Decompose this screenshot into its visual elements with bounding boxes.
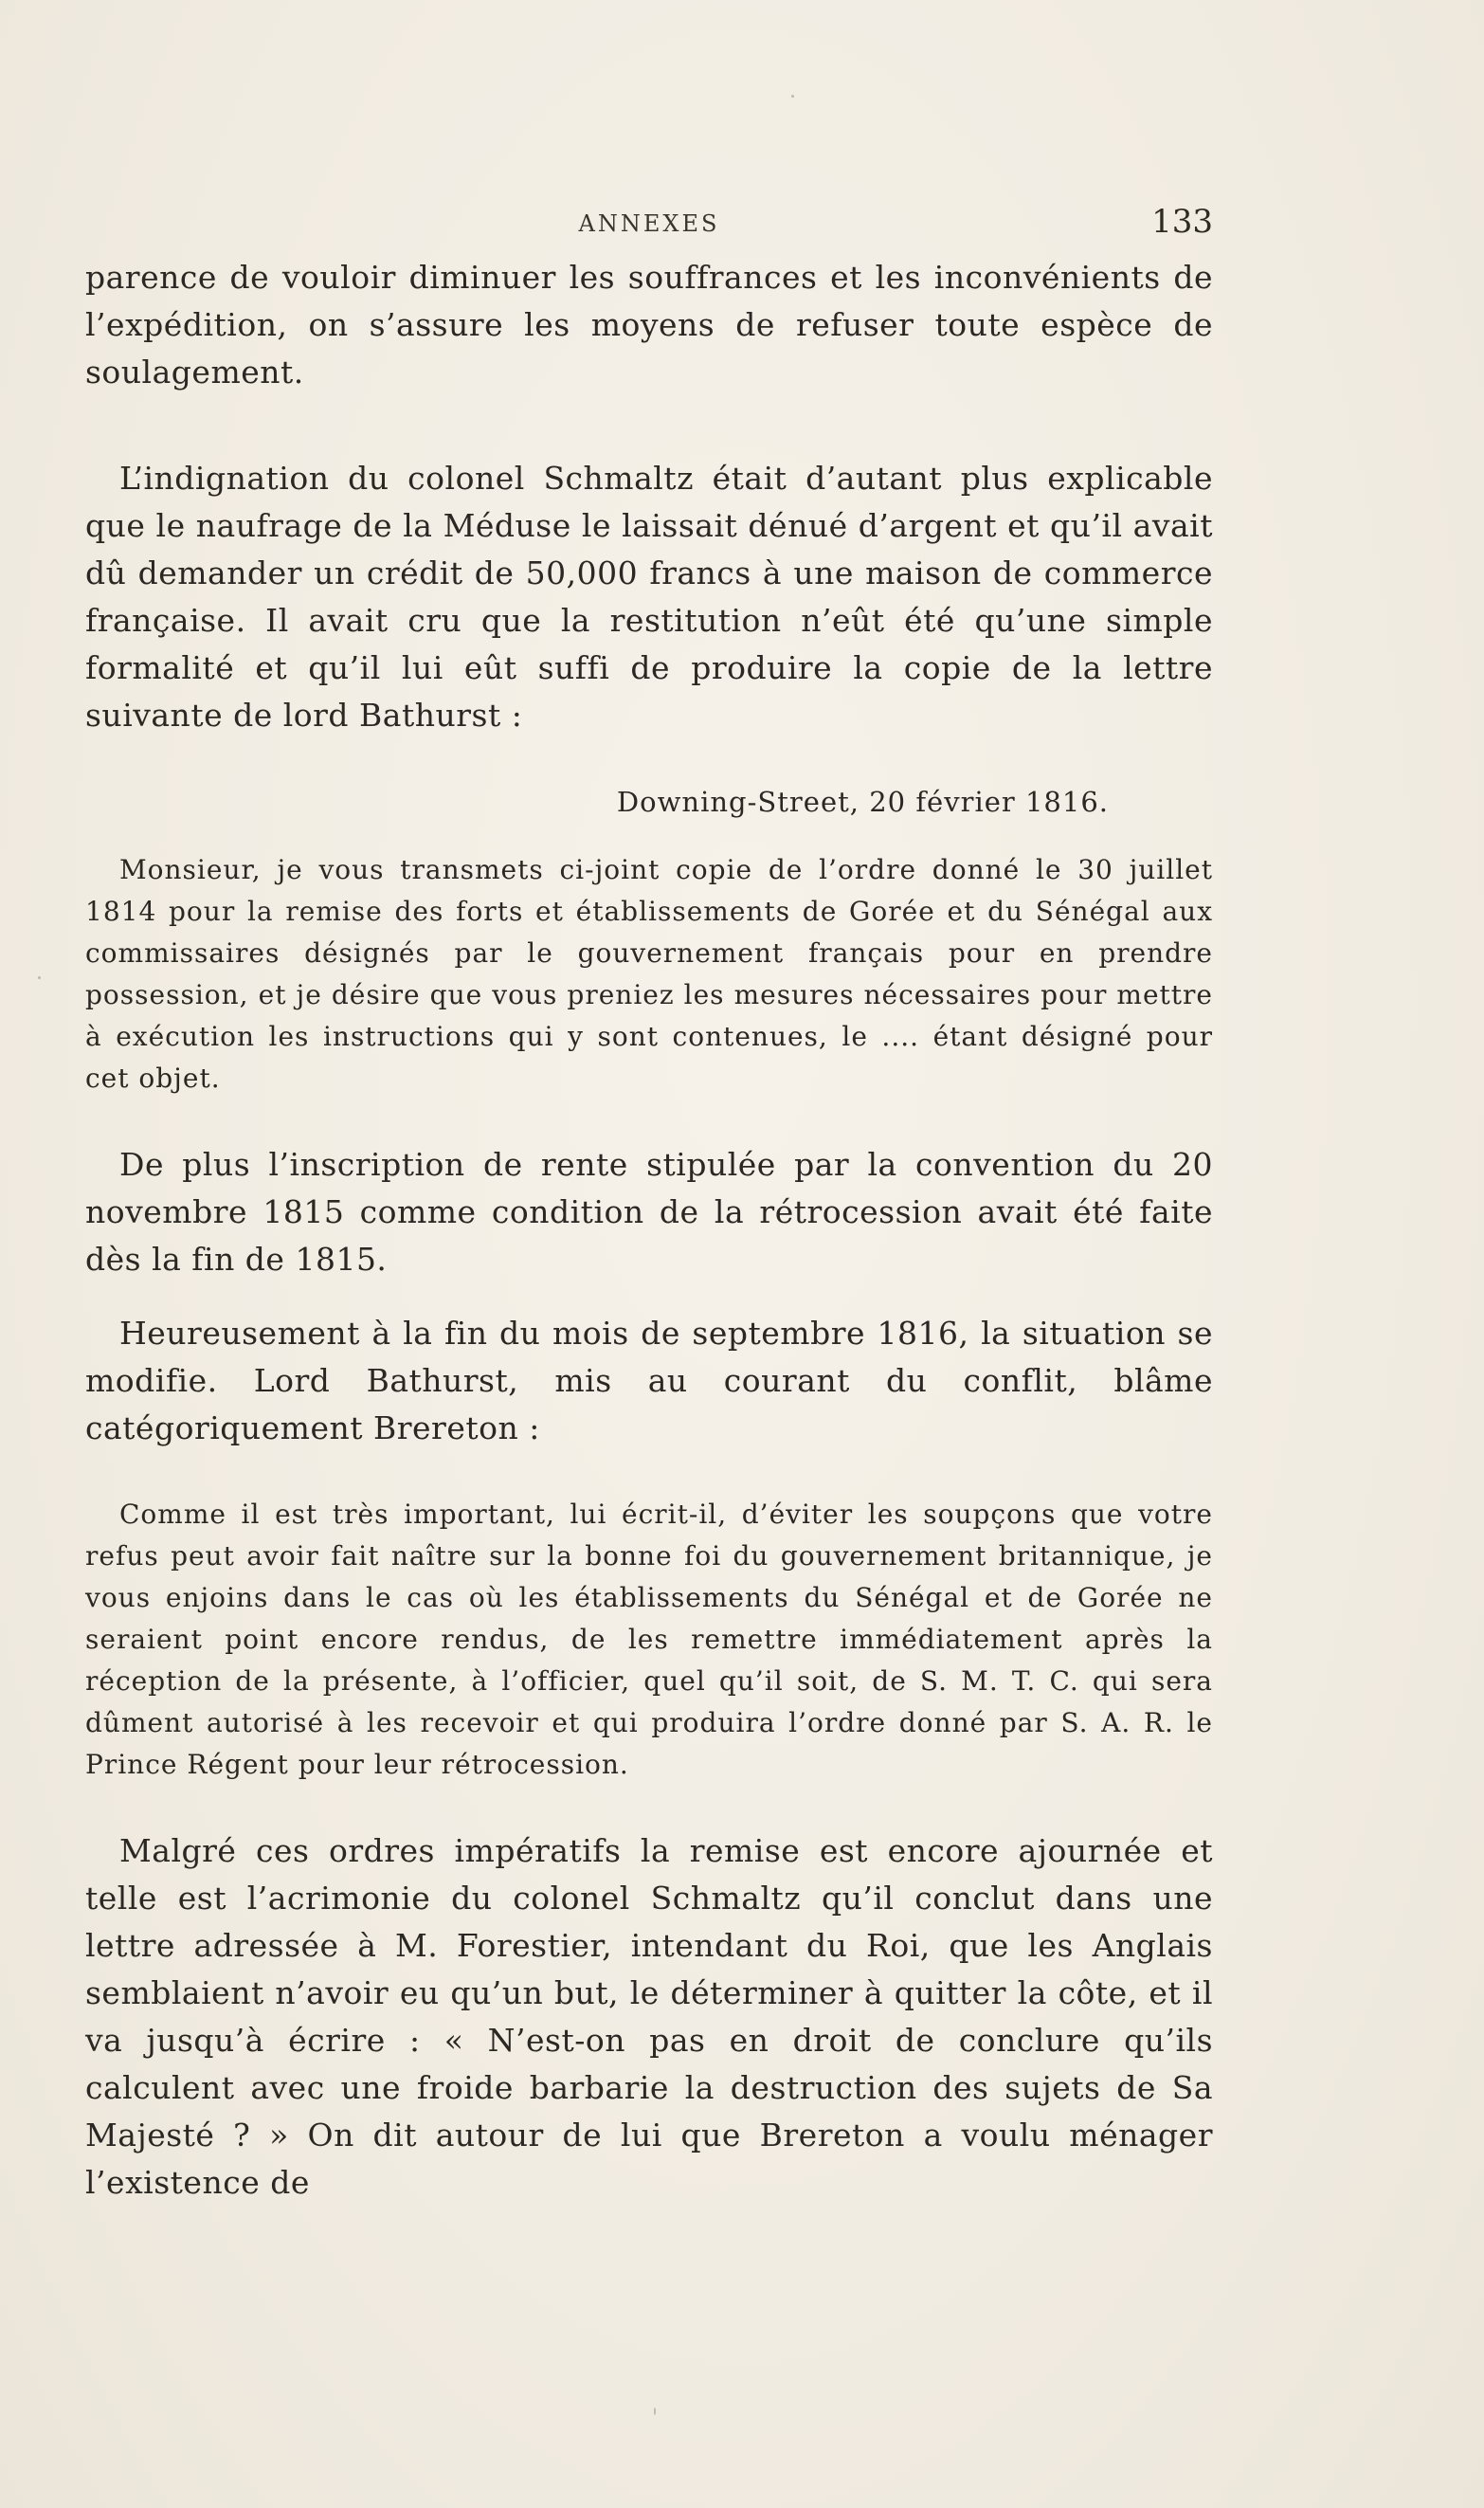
page-number: 133 (1151, 203, 1213, 241)
paragraph-inscription: De plus l’inscription de rente stipulée par la convention du 20 novembre 1815 comme condition de la rétrocession avait été faite dès la fin de 1815. (85, 1146, 1213, 1278)
quoted-letter-order: Comme il est très important, lui écrit-il, d’éviter les soupçons que votre refus peut avoir fait naître sur la bonne foi du gouvernement britannique, je vous enjoins dans le cas où les établissements du Sénégal et de Gorée ne seraient point encore rendus, de les remettre immédiatement après la réception de la présente, à l’officier, quel qu’il soit, de S. M. T. C. qui sera dûment autorisé à les recevoir et qui produira l’ordre donné par S. A. R. le Prince Régent pour leur rétrocession. (85, 1499, 1213, 1780)
paper-speck (38, 976, 41, 979)
paragraph-continuation: parence de vouloir diminuer les souffrances et les inconvénients de l’expédition, on s’assure les moyens de refuser toute espèce de soulagement. (85, 259, 1213, 391)
quoted-letter-bathurst: Monsieur, je vous transmets ci-joint copie de l’ordre donné le 30 juillet 1814 pour la remise des forts et établissements de Gorée et du Sénégal aux commissaires désignés par le gouvernement français pour en prendre possession, et je désire que vous preniez les mesures nécessaires pour mettre à exécution les instructions qui y sont contenues, le .... étant désigné pour cet objet. (85, 854, 1213, 1094)
paragraph-heureusement: Heureusement à la fin du mois de septembre 1816, la situation se modifie. Lord Bathurst, mis au courant du conflit, blâme catégoriquement Brereton : (85, 1315, 1213, 1446)
body-text (85, 254, 1213, 2207)
running-title: ANNEXES (578, 210, 720, 237)
paper-speck (791, 95, 794, 98)
paper-speck (654, 2408, 656, 2415)
paragraph-indignation: L’indignation du colonel Schmaltz était d’autant plus explicable que le naufrage de la Méduse le laissait dénué d’argent et qu’il avait dû demander un crédit de 50,000 francs à une maison de commerce française. Il avait cru que la restitution n’eût été qu’une simple formalité et qu’il lui eût suffi de produire la copie de la lettre suivante de lord Bathurst : (85, 460, 1213, 734)
page-header (85, 203, 1213, 248)
letter-dateline: Downing-Street, 20 février 1816. (616, 786, 1109, 818)
paragraph-malgre: Malgré ces ordres impératifs la remise est encore ajournée et telle est l’acrimonie du colonel Schmaltz qu’il conclut dans une lettre adressée à M. Forestier, intendant du Roi, que les Anglais semblaient n’avoir eu qu’un but, le déterminer à quitter la côte, et il va jusqu’à écrire : « N’est-on pas en droit de conclure qu’ils calculent avec une froide barbarie la destruction des sujets de Sa Majesté ? » On dit autour de lui que Brereton a voulu ménager l’existence de (85, 1832, 1213, 2201)
